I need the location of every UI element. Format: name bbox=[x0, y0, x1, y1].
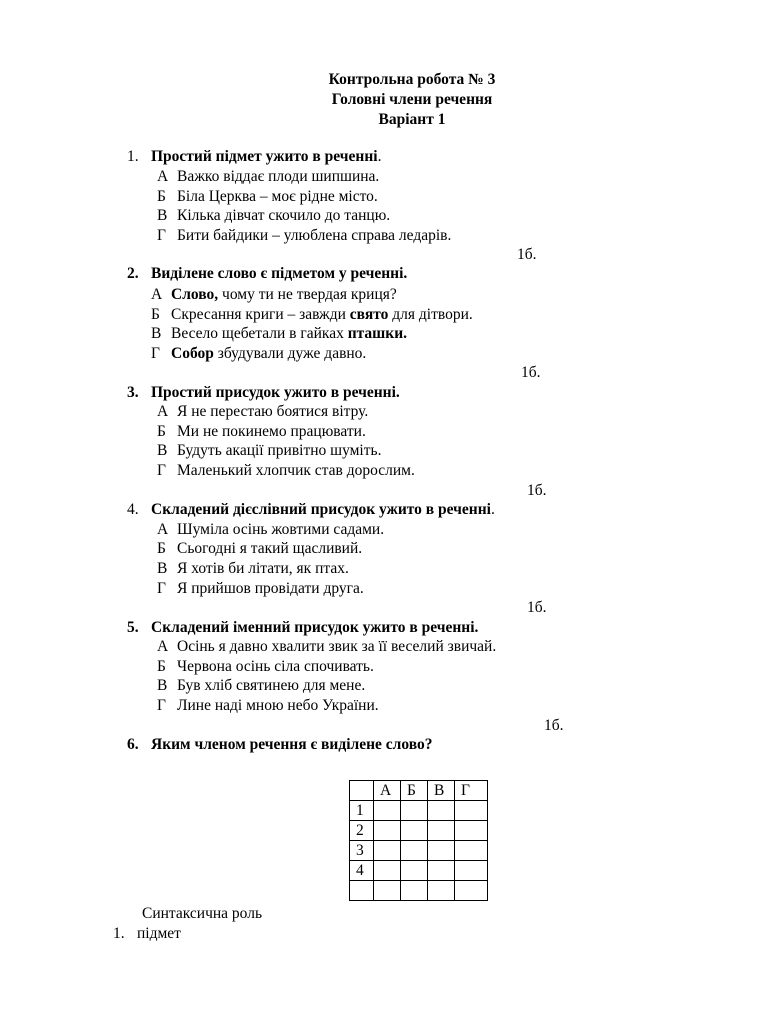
grid-row bbox=[350, 821, 488, 841]
option-letter: Г bbox=[157, 580, 166, 597]
option-letter: Б bbox=[157, 658, 166, 675]
grid-cell[interactable] bbox=[401, 881, 428, 901]
option-text: Лине наді мною небо України. bbox=[177, 697, 379, 714]
syntax-role-heading: Синтаксична роль bbox=[142, 905, 263, 922]
question-5 bbox=[127, 619, 478, 637]
option-a bbox=[157, 403, 368, 421]
option-b bbox=[157, 188, 378, 206]
grid-row-number: 4 bbox=[350, 861, 374, 881]
question-number: 1. bbox=[127, 148, 139, 165]
option-letter: А bbox=[151, 286, 163, 303]
grid-header-row bbox=[350, 781, 488, 801]
score: 1б. bbox=[517, 246, 537, 263]
grid-cell[interactable] bbox=[428, 881, 455, 901]
option-v bbox=[157, 560, 349, 578]
option-letter: В bbox=[157, 560, 168, 577]
option-letter: Г bbox=[157, 462, 166, 479]
question-number: 5. bbox=[127, 619, 139, 636]
option-h bbox=[157, 462, 415, 480]
option-letter: А bbox=[157, 638, 169, 655]
question-suffix: . bbox=[490, 501, 495, 518]
option-b bbox=[157, 423, 366, 441]
option-text: Я прийшов провідати друга. bbox=[177, 580, 364, 597]
option-letter: А bbox=[157, 521, 169, 538]
option-v bbox=[157, 442, 381, 460]
grid-cell[interactable] bbox=[455, 821, 488, 841]
option-b bbox=[157, 658, 374, 676]
grid-header-h: Г bbox=[455, 781, 488, 801]
grid-header-a: А bbox=[374, 781, 401, 801]
option-letter: Г bbox=[157, 697, 166, 714]
question-text: Виділене слово є підметом у реченні. bbox=[151, 265, 408, 282]
question-number: 6. bbox=[127, 736, 139, 753]
option-h bbox=[157, 227, 451, 245]
option-h bbox=[151, 345, 366, 363]
score: 1б. bbox=[527, 599, 547, 616]
option-text: Важко віддає плоди шипшина. bbox=[177, 168, 380, 185]
grid-corner-cell bbox=[350, 781, 374, 801]
option-v bbox=[157, 677, 365, 695]
question-number: 2. bbox=[127, 265, 139, 282]
question-suffix: . bbox=[377, 148, 382, 165]
option-letter: Б bbox=[151, 306, 160, 323]
option-letter: В bbox=[151, 325, 162, 342]
syntax-role-item bbox=[113, 925, 181, 943]
grid-row bbox=[350, 841, 488, 861]
option-text: Весело щебетали в гайках bbox=[171, 325, 348, 342]
question-text: Складений дієслівний присудок ужито в реченні bbox=[151, 501, 491, 518]
test-variant: Варіант 1 bbox=[378, 111, 446, 128]
option-text: Шуміла осінь жовтими садами. bbox=[177, 521, 385, 538]
grid-row-number: 2 bbox=[350, 821, 374, 841]
grid-cell[interactable] bbox=[374, 821, 401, 841]
grid-row bbox=[350, 801, 488, 821]
option-letter: Б bbox=[157, 188, 166, 205]
option-text: Ми не покинемо працювати. bbox=[177, 423, 366, 440]
score: 1б. bbox=[527, 482, 547, 499]
option-letter: В bbox=[157, 677, 168, 694]
option-text: Будуть акації привітно шуміть. bbox=[177, 442, 382, 459]
highlighted-word: свято bbox=[349, 306, 389, 323]
grid-cell[interactable] bbox=[428, 841, 455, 861]
score: 1б. bbox=[544, 717, 564, 734]
grid-cell[interactable] bbox=[401, 841, 428, 861]
grid-row-number bbox=[350, 881, 374, 901]
option-text: Скресання криги – завжди bbox=[171, 306, 350, 323]
option-v bbox=[157, 207, 390, 225]
grid-cell[interactable] bbox=[401, 801, 428, 821]
option-text: Осінь я давно хвалити звик за її веселий звичай. bbox=[177, 638, 497, 655]
option-text: Я хотів би літати, як птах. bbox=[177, 560, 349, 577]
test-subtitle: Головні члени речення bbox=[331, 91, 493, 108]
option-h bbox=[157, 580, 364, 598]
highlighted-word: Слово, bbox=[171, 286, 219, 303]
option-text: Сьогодні я такий щасливий. bbox=[177, 540, 363, 557]
option-b bbox=[151, 306, 473, 324]
option-a bbox=[157, 521, 384, 539]
syntax-item-number: 1. bbox=[113, 925, 125, 942]
highlighted-word: пташки. bbox=[347, 325, 408, 342]
question-3 bbox=[127, 384, 400, 402]
score: 1б. bbox=[521, 364, 541, 381]
grid-cell[interactable] bbox=[455, 861, 488, 881]
grid-row-number: 1 bbox=[350, 801, 374, 821]
grid-header-v: В bbox=[428, 781, 455, 801]
grid-row bbox=[350, 861, 488, 881]
question-1 bbox=[127, 148, 381, 166]
option-b bbox=[157, 540, 362, 558]
question-number: 4. bbox=[127, 501, 139, 518]
test-title: Контрольна робота № 3 bbox=[328, 71, 496, 88]
option-text: Я не перестаю боятися вітру. bbox=[177, 403, 369, 420]
grid-header-b: Б bbox=[401, 781, 428, 801]
option-text: Бити байдики – улюблена справа ледарів. bbox=[177, 227, 452, 244]
grid-cell[interactable] bbox=[374, 841, 401, 861]
option-text: Був хліб святинею для мене. bbox=[177, 677, 366, 694]
option-letter: А bbox=[157, 403, 169, 420]
highlighted-word: Собор bbox=[171, 345, 214, 362]
question-6 bbox=[127, 736, 432, 754]
grid-cell[interactable] bbox=[374, 881, 401, 901]
option-text: чому ти не твердая криця? bbox=[218, 286, 397, 303]
grid-row-number: 3 bbox=[350, 841, 374, 861]
option-text: збудували дуже давно. bbox=[213, 345, 367, 362]
option-letter: В bbox=[157, 442, 168, 459]
grid-cell[interactable] bbox=[428, 801, 455, 821]
option-letter: Б bbox=[157, 540, 166, 557]
answer-grid bbox=[349, 780, 488, 901]
grid-cell[interactable] bbox=[428, 861, 455, 881]
option-letter: Г bbox=[157, 227, 166, 244]
option-letter: Б bbox=[157, 423, 166, 440]
option-text: Біла Церква – моє рідне місто. bbox=[177, 188, 378, 205]
grid-cell[interactable] bbox=[455, 881, 488, 901]
question-text: Складений іменний присудок ужито в реченні. bbox=[151, 619, 479, 636]
option-a bbox=[157, 168, 379, 186]
grid-cell[interactable] bbox=[401, 821, 428, 841]
question-text: Яким членом речення є виділене слово? bbox=[151, 736, 433, 753]
grid-cell[interactable] bbox=[374, 861, 401, 881]
option-text: Червона осінь сіла спочивать. bbox=[177, 658, 374, 675]
grid-cell[interactable] bbox=[374, 801, 401, 821]
question-text: Простий присудок ужито в реченні. bbox=[151, 384, 400, 401]
question-text: Простий підмет ужито в реченні bbox=[151, 148, 378, 165]
syntax-item-text: підмет bbox=[137, 925, 181, 942]
question-2 bbox=[127, 265, 407, 283]
option-text: Кілька дівчат скочило до танцю. bbox=[177, 207, 391, 224]
grid-cell[interactable] bbox=[428, 821, 455, 841]
question-4 bbox=[127, 501, 495, 519]
option-letter: А bbox=[157, 168, 169, 185]
grid-row bbox=[350, 881, 488, 901]
document-header bbox=[0, 70, 768, 130]
option-a bbox=[151, 286, 397, 304]
option-letter: В bbox=[157, 207, 168, 224]
option-a bbox=[157, 638, 496, 656]
option-v bbox=[151, 325, 407, 343]
grid-cell[interactable] bbox=[455, 801, 488, 821]
question-number: 3. bbox=[127, 384, 139, 401]
option-text-tail: для дітвори. bbox=[388, 306, 473, 323]
grid-cell[interactable] bbox=[455, 841, 488, 861]
grid-cell[interactable] bbox=[401, 861, 428, 881]
option-text: Маленький хлопчик став дорослим. bbox=[177, 462, 415, 479]
option-h bbox=[157, 697, 379, 715]
option-letter: Г bbox=[151, 345, 160, 362]
